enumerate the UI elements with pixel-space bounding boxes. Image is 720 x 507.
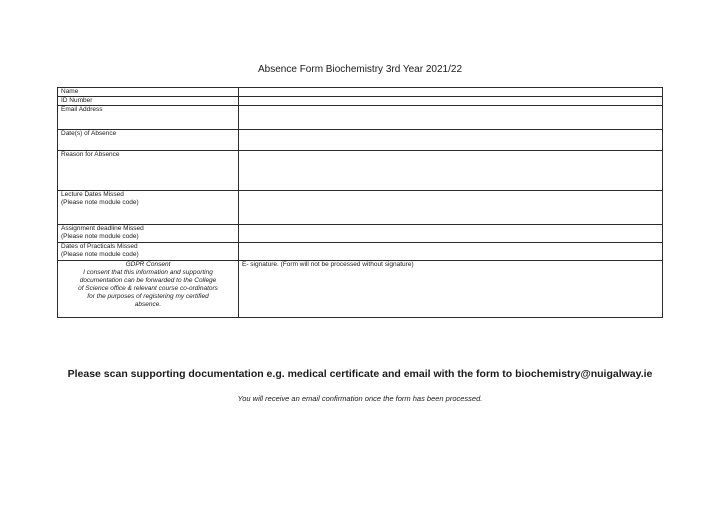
gdpr-line: for the purposes of registering my certified <box>87 293 209 300</box>
assignment-deadline-label <box>58 225 239 243</box>
gdpr-line: documentation can be forwarded to the College <box>79 277 217 284</box>
row-practical-dates <box>58 243 663 261</box>
row-email <box>58 106 663 130</box>
row-lecture-dates <box>58 191 663 225</box>
scan-instructions: Please scan supporting documentation e.g. medical certificate and email with the form to biochemistry@nuigalway.ie <box>67 368 653 380</box>
absence-dates-field[interactable] <box>239 130 663 151</box>
practical-dates-label <box>58 243 239 261</box>
form-title: Absence Form Biochemistry 3rd Year 2021/22 <box>258 64 462 75</box>
row-name <box>58 88 663 97</box>
gdpr-consent-text <box>58 261 239 318</box>
reason-field[interactable] <box>239 151 663 191</box>
id-number-field[interactable] <box>239 97 663 106</box>
gdpr-line: of Science office & relevant course co-ordinators <box>78 285 218 292</box>
row-gdpr <box>58 261 663 318</box>
gdpr-heading: GDPR Consent <box>125 261 171 268</box>
email-label: Email Address <box>58 106 239 130</box>
assignment-deadline-field[interactable] <box>239 225 663 243</box>
row-id-number <box>58 97 663 106</box>
practical-dates-label-line2: (Please note module code) <box>61 251 139 258</box>
gdpr-line: absence. <box>134 301 162 308</box>
e-signature-label: E- signature. (Form will not be processed without signature) <box>242 261 414 268</box>
practical-dates-field[interactable] <box>239 243 663 261</box>
row-reason <box>58 151 663 191</box>
assignment-deadline-label-line2: (Please note module code) <box>61 233 139 240</box>
id-number-label: ID Number <box>58 97 239 106</box>
name-field[interactable] <box>239 88 663 97</box>
absence-dates-label: Date(s) of Absence <box>58 130 239 151</box>
absence-form-table <box>57 87 663 318</box>
lecture-dates-label-line2: (Please note module code) <box>61 199 139 206</box>
lecture-dates-label <box>58 191 239 225</box>
row-assignment-deadline <box>58 225 663 243</box>
confirmation-note: You will receive an email confirmation once the form has been processed. <box>237 394 483 403</box>
e-signature-field[interactable] <box>239 261 663 318</box>
email-field[interactable] <box>239 106 663 130</box>
practical-dates-label-line1: Dates of Practicals Missed <box>61 243 138 250</box>
lecture-dates-field[interactable] <box>239 191 663 225</box>
reason-label: Reason for Absence <box>58 151 239 191</box>
row-absence-dates <box>58 130 663 151</box>
assignment-deadline-label-line1: Assignment deadline Missed <box>61 225 144 232</box>
gdpr-line: I consent that this information and supporting <box>83 269 213 276</box>
lecture-dates-label-line1: Lecture Dates Missed <box>61 191 124 198</box>
name-label: Name <box>58 88 239 97</box>
